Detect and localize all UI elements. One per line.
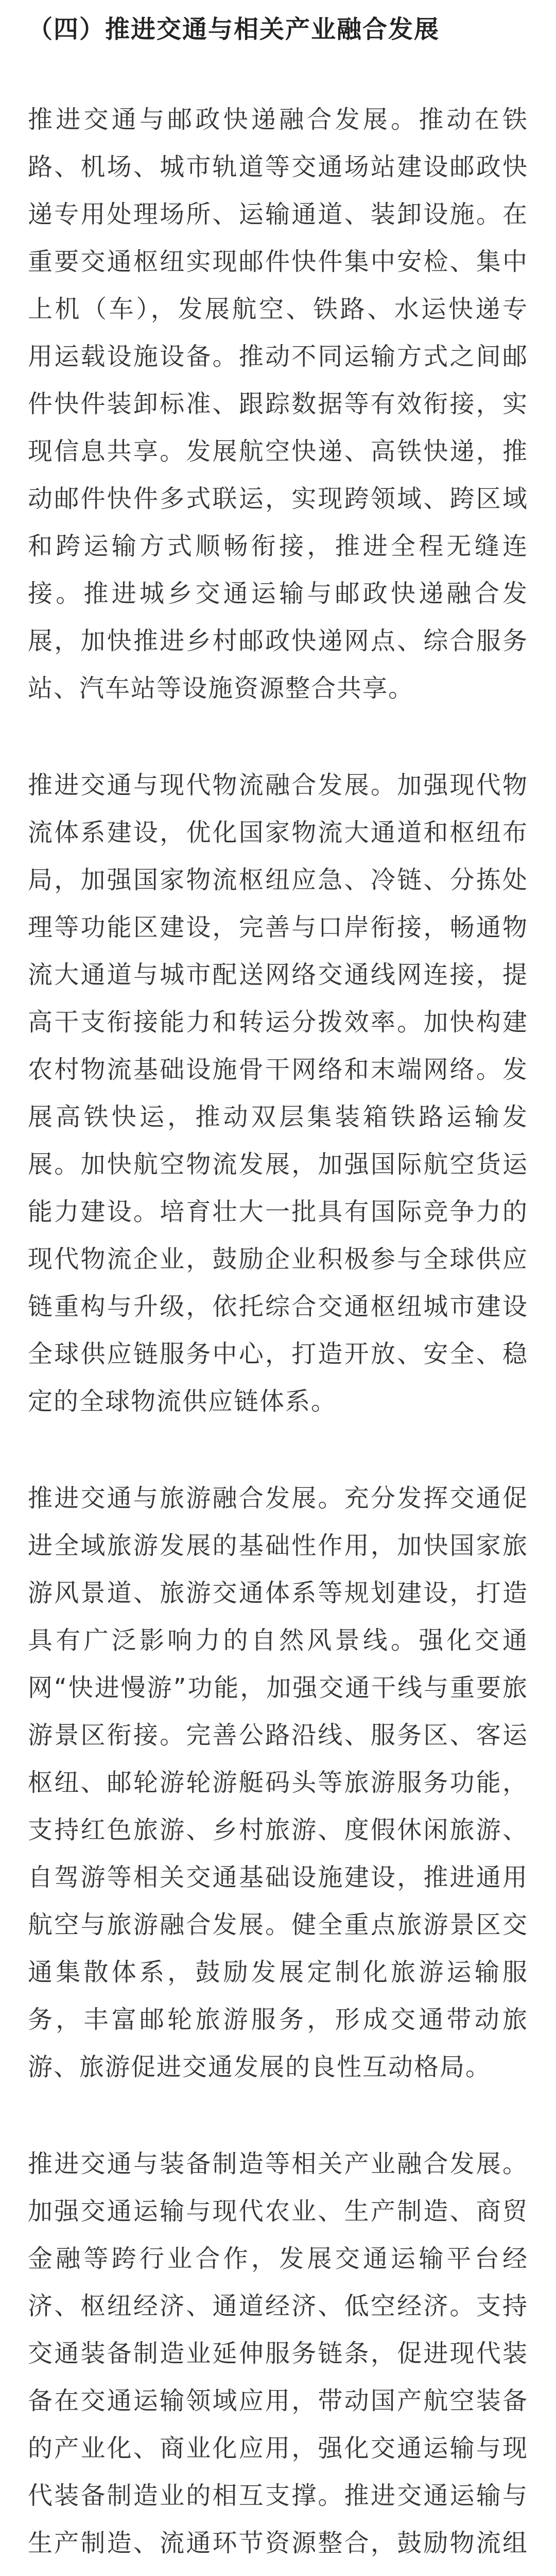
subsection-heading-4: （四）推进交通与相关产业融合发展 [28,15,440,44]
paragraph-modern-logistics: 推进交通与现代物流融合发展。加强现代物流体系建设，优化国家物流大通道和枢纽布局，加强国家物流枢纽应急、冷链、分拣处理等功能区建设，完善与口岸衔接，畅通物流大通道与城市配送网络交通线网连接，提高干支衔接能力和转运分拨效率。加快构建农村物流基础设施骨干网络和末端网络。发展高铁快运，推动双层集装箱铁路运输发展。加快航空物流发展，加强国际航空货运能力建设。培育壮大一批具有国际竞争力的现代物流企业，鼓励企业积极参与全球供应链重构与升级，依托综合交通枢纽城市建设全球供应链服务中心，打造开放、安全、稳定的全球物流供应链体系。 [28,771,528,1416]
paragraph-postal-express: 推进交通与邮政快递融合发展。推动在铁路、机场、城市轨道等交通场站建设邮政快递专用处理场所、运输通道、装卸设施。在重要交通枢纽实现邮件快件集中安检、集中上机（车），发展航空、铁路、水运快递专用运载设施设备。推动不同运输方式之间邮件快件装卸标准、跟踪数据等有效衔接，实现信息共享。发展航空快递、高铁快递，推动邮件快件多式联运，实现跨领域、跨区域和跨运输方式顺畅衔接，推进全程无缝连接。推进城乡交通运输与邮政快递融合发展，加快推进乡村邮政快递网点、综合服务站、汽车站等设施资源整合共享。 [28,105,528,703]
article [0,10,556,2576]
paragraph-equipment-manufacturing: 推进交通与装备制造等相关产业融合发展。加强交通运输与现代农业、生产制造、商贸金融等跨行业合作，发展交通运输平台经济、枢纽经济、通道经济、低空经济。支持交通装备制造业延伸服务链条，促进现代装备在交通运输领域应用，带动国产航空装备的产业化、商业化应用，强化交通运输与现代装备制造业的相互支撑。推进交通运输与生产制造、流通环节资源整合，鼓励物流组 [28,2149,528,2557]
paragraph-tourism: 推进交通与旅游融合发展。充分发挥交通促进全域旅游发展的基础性作用，加快国家旅游风景道、旅游交通体系等规划建设，打造具有广泛影响力的自然风景线。强化交通网“快进慢游”功能，加强交通干线与重要旅游景区衔接。完善公路沿线、服务区、客运枢纽、邮轮游轮游艇码头等旅游服务功能，支持红色旅游、乡村旅游、度假休闲旅游、自驾游等相关交通基础设施建设，推进通用航空与旅游融合发展。健全重点旅游景区交通集散体系，鼓励发展定制化旅游运输服务，丰富邮轮旅游服务，形成交通带动旅游、旅游促进交通发展的良性互动格局。 [28,1484,528,2081]
